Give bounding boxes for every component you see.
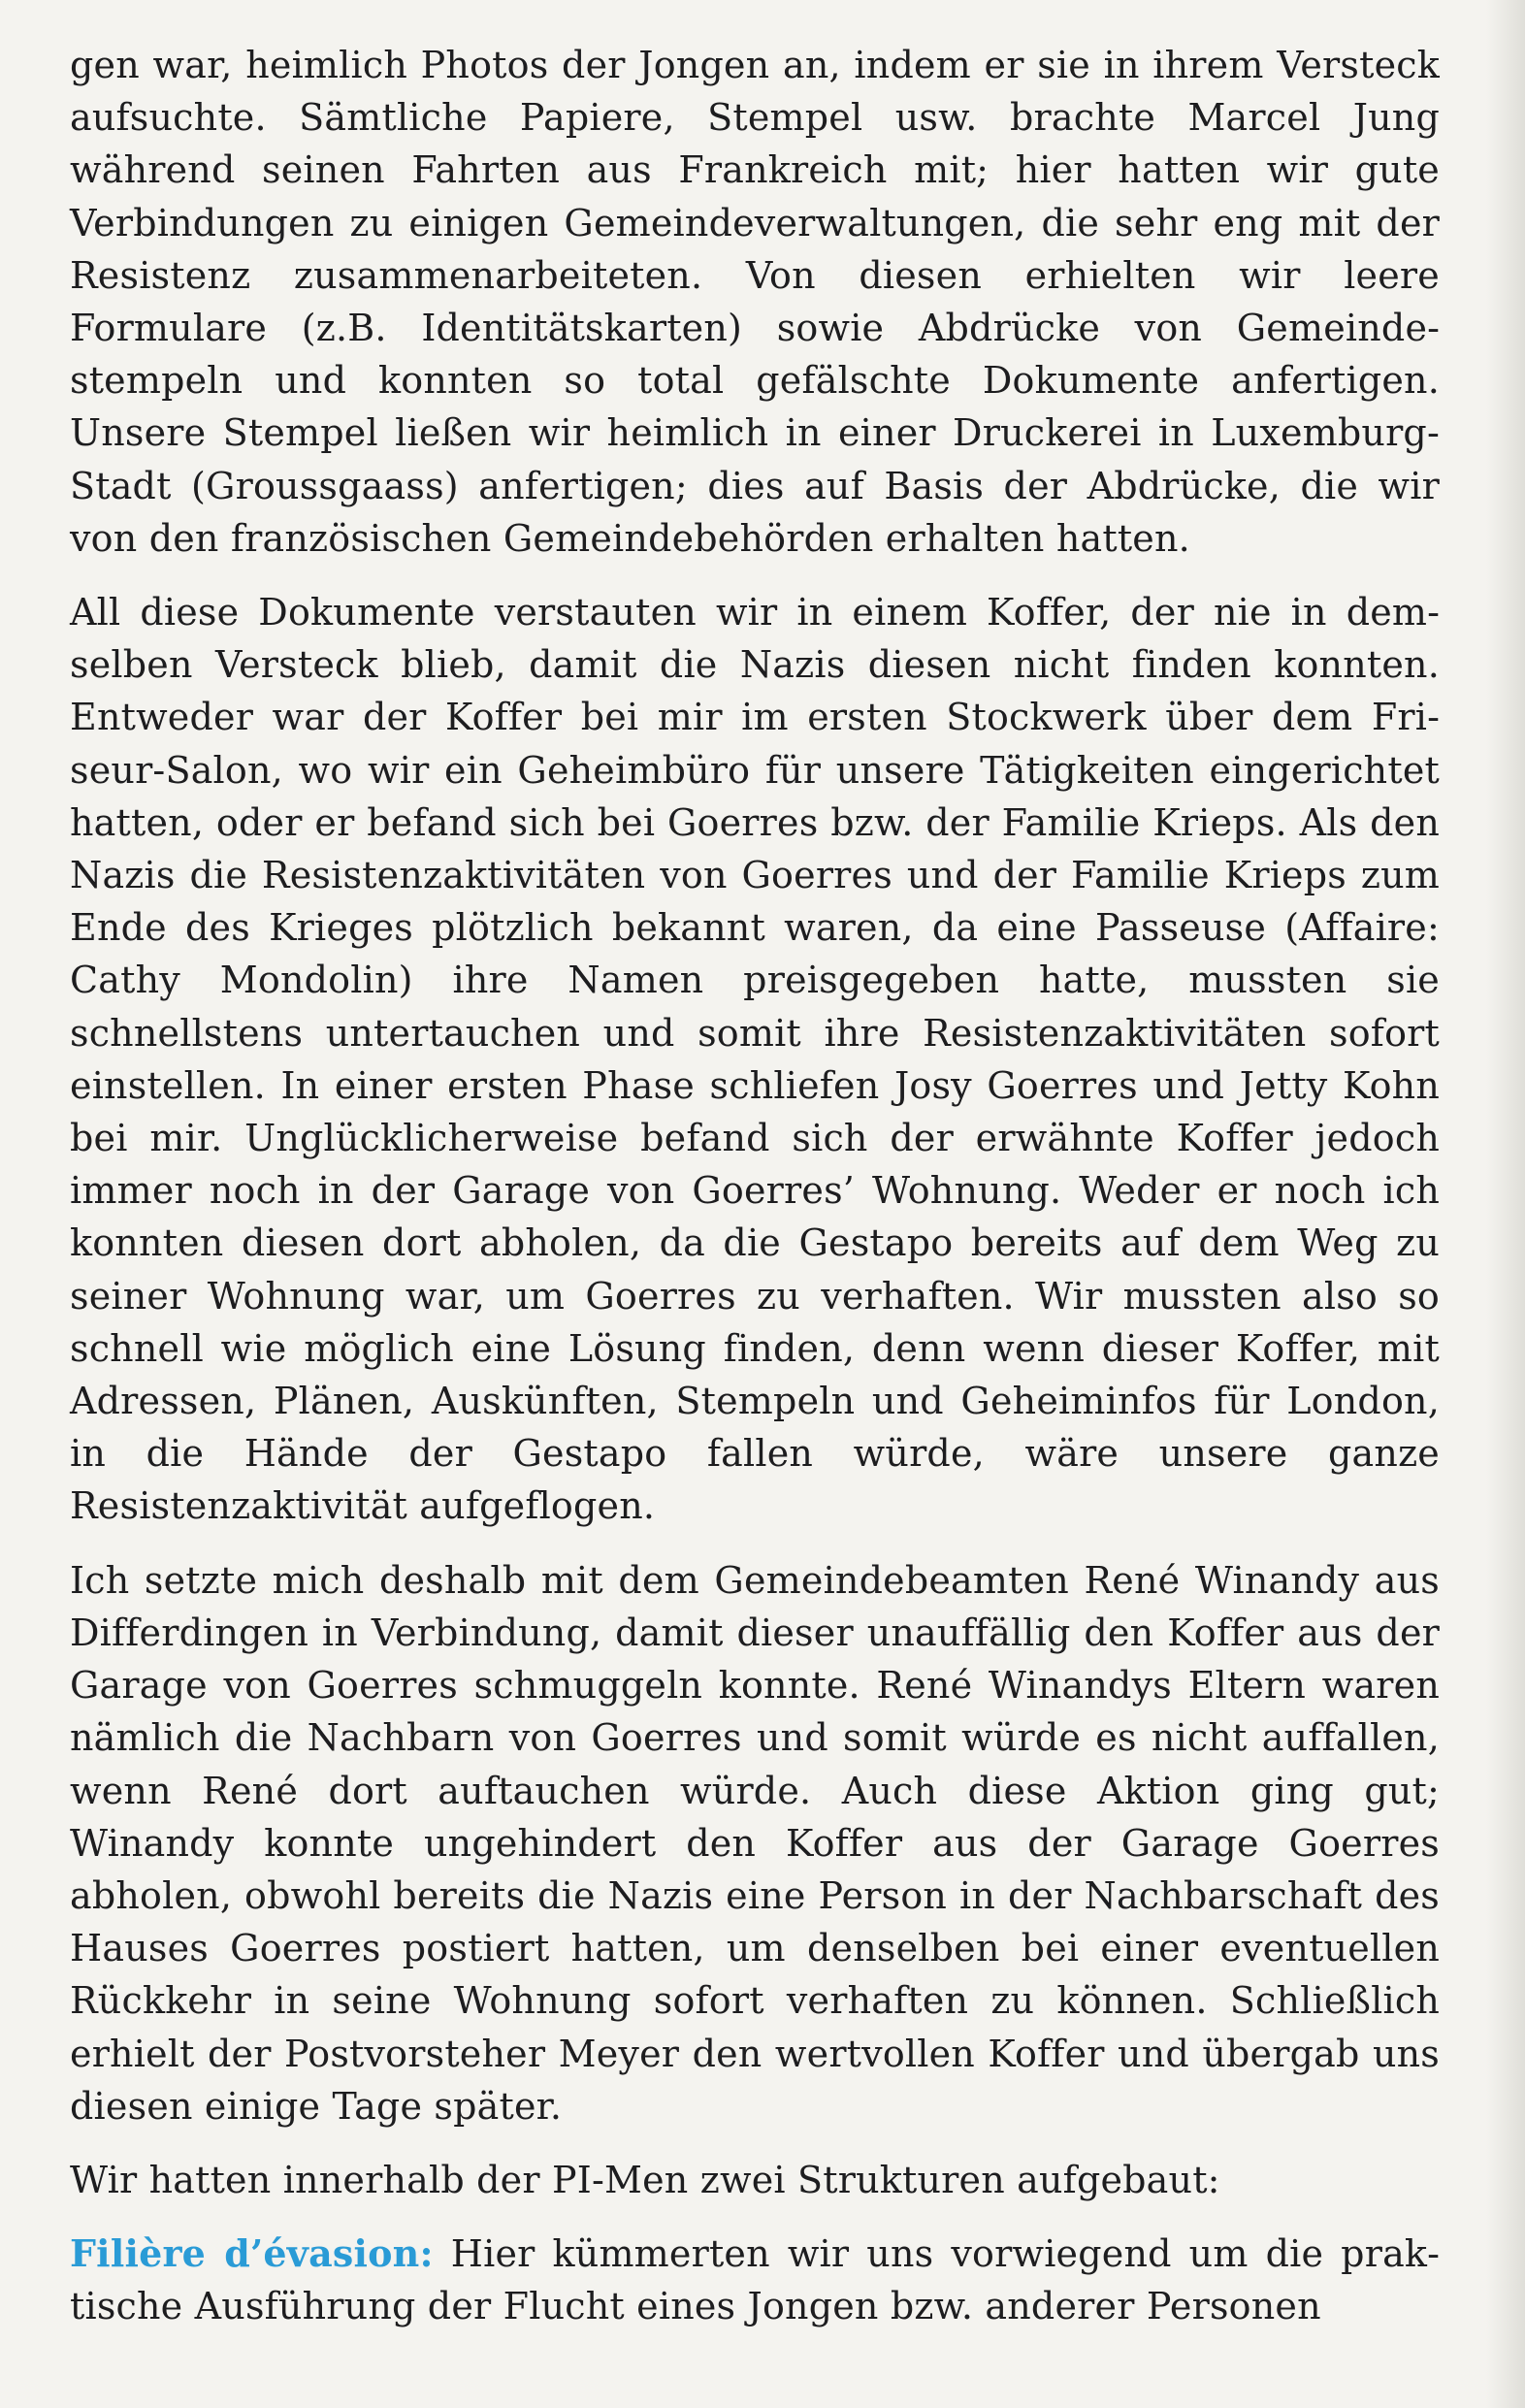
final-paragraph-text: Hier kümmerten wir uns vorwiegend um die praktische Ausführung der Flucht eines Jongen bzw. anderer Personen [70,2232,1440,2328]
final-paragraph [70,2228,1440,2332]
highlighted-term: Filière d’évasion: [70,2231,434,2276]
body-paragraph: gen war, heimlich Photos der Jongen an, indem er sie in ihrem Versteck aufsuchte. Sämtliche Papiere, Stempel usw. brachte Marcel Jung während seinen Fahrten aus Frankreich mit; hier hatten wir gute Verbindungen zu einigen Gemeindeverwaltungen, die sehr eng mit der Resistenz zusammenarbeiteten. Von diesen erhielten wir leere Formulare (z.B. Identitätskarten) sowie Abdrücke von Gemeindestempeln und konnten so total gefälschte Dokumente anfertigen. Unsere Stempel ließen wir heimlich in einer Druckerei in Luxemburg-Stadt (Groussgaass) anfertigen; dies auf Basis der Abdrücke, die wir von den französischen Gemeindebehörden erhalten hatten. [70,44,1440,560]
body-paragraph: Wir hatten innerhalb der PI-Men zwei Strukturen aufgebaut: [70,2158,1220,2201]
body-paragraph: Ich setzte mich deshalb mit dem Gemeindebeamten René Winandy aus Differdingen in Verbindung, damit dieser unauffällig den Koffer aus der Garage von Goerres schmuggeln konnte. René Winandys Eltern waren nämlich die Nachbarn von Goerres und somit würde es nicht auffallen, wenn René dort auftauchen würde. Auch diese Aktion ging gut; Winandy konnte ungehindert den Koffer aus der Garage Goerres abholen, obwohl bereits die Nazis eine Person in der Nachbarschaft des Hauses Goerres postiert hatten, um denselben bei einer eventuellen Rückkehr in seine Wohnung sofort verhaften zu können. Schließlich erhielt der Postvorsteher Meyer den wertvollen Koffer und übergab uns diesen einige Tage später. [70,1558,1440,2128]
page-edge-shadow [1486,0,1525,2408]
document-page [70,39,1440,2355]
body-paragraph: All diese Dokumente verstauten wir in einem Koffer, der nie in demselben Versteck blieb, damit die Nazis diesen nicht finden konnten. Entweder war der Koffer bei mir im ersten Stockwerk über dem Friseur-Salon, wo wir ein Geheimbüro für unsere Tätigkeiten eingerichtet hatten, oder er befand sich bei Goerres bzw. der Familie Krieps. Als den Nazis die Resistenzaktivitäten von Goerres und der Familie Krieps zum Ende des Krieges plötzlich bekannt waren, da eine Passeuse (Affaire: Cathy Mondolin) ihre Namen preisgegeben hatte, mussten sie schnellstens untertauchen und somit ihre Resistenzaktivitäten sofort einstellen. In einer ersten Phase schliefen Josy Goerres und Jetty Kohn bei mir. Unglücklicherweise befand sich der erwähnte Koffer jedoch immer noch in der Garage von Goerres’ Wohnung. Weder er noch ich konnten diesen dort abholen, da die Gestapo bereits auf dem Weg zu seiner Wohnung war, um Goerres zu verhaften. Wir mussten also so schnell wie möglich eine Lösung finden, denn wenn dieser Koffer, mit Adressen, Plänen, Auskünften, Stempeln und Geheiminfos für London, in die Hände der Gestapo fallen würde, wäre unsere ganze Resistenzaktivität aufgeflogen. [70,591,1440,1528]
